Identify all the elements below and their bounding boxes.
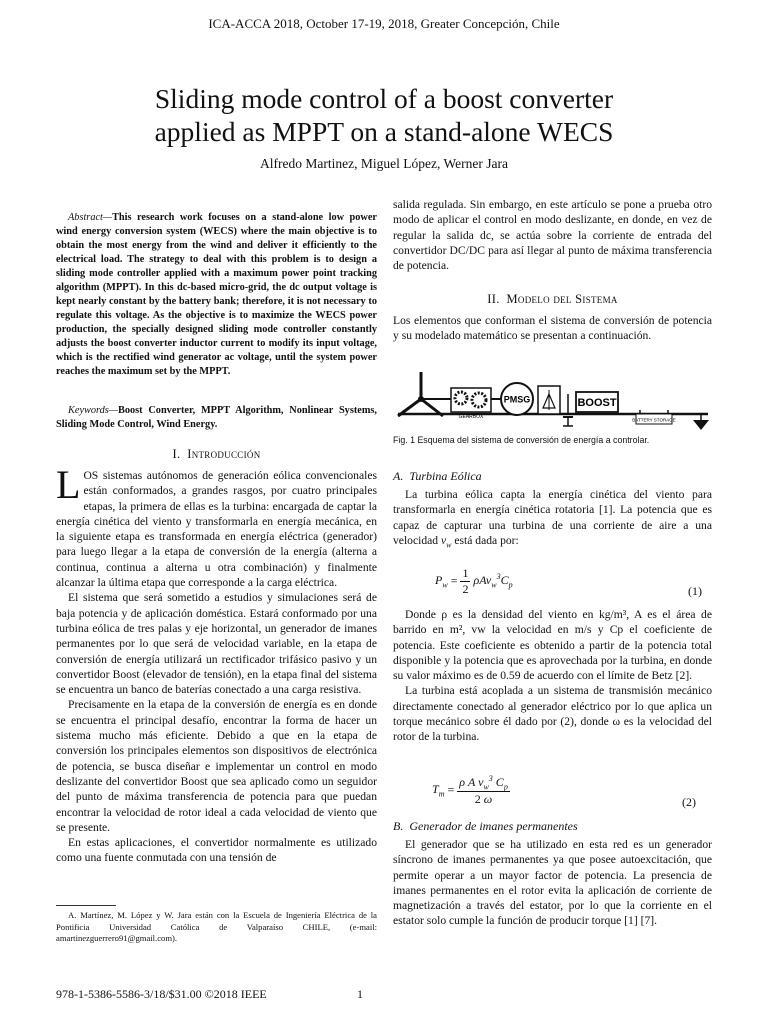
battery-storage-icon [632,410,675,424]
subsection-a-paragraph-1a: La turbina eólica capta la energía cinética del viento para transformarla en energía cinética rotatoria [1]. La potencia que es capaz de capturar una turbina de una corriente de aire a una velocidad [393,488,712,547]
subsection-a-heading [393,469,712,484]
figure-1-caption: Fig. 1 Esquema del sistema de conversión de energía a controlar. [393,435,650,445]
abstract-label: Abstract— [68,212,113,223]
abstract [56,211,377,379]
subsection-b-paragraph-1: El generador que se ha utilizado en esta red es un generador síncrono de imanes permanentes ya que posee autoexcitación, que permite operar a un mayor factor de potencia. La presencia de imanes permanentes en el rotor evita la aplicación de corriente de magnetización a través del estator, por lo que la corriente en el estator solo cumple la función de producir torque [1] [7]. [393,838,712,928]
figure-1-diagram [393,366,712,432]
subsection-a-body-2 [393,607,712,745]
subsection-b-body [393,837,712,929]
subsection-b-heading [393,819,712,834]
equation-2-number: (2) [682,795,696,809]
subsection-a-paragraph-2: Donde ρ es la densidad del viento en kg/m³, A es el área de barrido en m², vw la velocidad en m/s y Cp el coeficiente de potencia. Este coeficiente es obtenido a partir de la potencia total disponible y la potencia que es aprovechada por la turbina, en donde su valor máximo es de 0.59 de acuerdo con el límite de Betz [2]. [393,608,712,683]
battery-label: BATTERY STORAGE [632,417,676,423]
paper-authors: Alfredo Martinez, Miguel López, Werner Jara [260,156,508,171]
pmsg-icon [501,383,533,415]
subsection-a-title: Turbina Eólica [409,469,482,483]
title-line-2: applied as MPPT on a stand-alone WECS [154,116,614,147]
section-1-continued [393,197,712,273]
boost-converter-icon [576,392,618,412]
paper-title [0,82,768,148]
drop-cap: L [56,462,81,507]
gearbox-label: GEARBOX [458,414,484,420]
section-1-paragraph-3: Precisamente en la etapa de la conversión de energía es en donde se encuentra el principal desafío, encontrar la forma de hacer un sistema mucho más eficiente. Debido a que en la etapa de conversión los principales elementos son dispositivos de electrónica de potencia, se busca diseñar e implementar un control en modo deslizante del convertidor Boost que sea aplicado como un seguidor del punto de máxima transferencia de potencia para que puedan encontrar la velocidad de rotor ideal a cada velocidad de viento que se presente. [56,698,377,834]
footnote-text: A. Martínez, M. López y W. Jara están con la Escuela de Ingeniería Eléctrica de la Pontificia Universidad Católica de Valparaíso CHILE, (e-mail: amartinezguerrero91@gmail.com). [56,910,377,943]
equation-2: $T_m$ = $\frac{\rho A v_w^3 C_p}{2 \omega}$ [432,774,508,807]
section-1-paragraph-1: OS sistemas autónomos de generación eólica convencionales están conformados, a grandes rasgos, por cuatro principales etapas, la primera de ellas es la turbina: encargada de captar la energía cinética del viento y transformarla en energía mecánica, en la siguiente etapa es transformada en energía eléctrica (generador) para luego llegar a la etapa de conversión de la energía (alterna a continua, continua a alterna u otra combinación) y finalmente alcanzar la última etapa que corresponde a la carga eléctrica. [56,469,377,590]
capacitor-icon [563,394,573,426]
page-number: 1 [357,987,363,1001]
section-2-paragraph-1: Los elementos que conforman el sistema de conversión de potencia y su modelado matemático se presentan a continuación. [393,314,712,343]
subsection-a-label: A. [393,469,404,483]
abstract-text: This research work focuses on a stand-alone low power wind energy conversion system (WECS) where the main objective is to obtain the most energy from the wind and deliver it efficiently to the electrical load. The strategy to deal with this problem is to design a sliding mode controller applied with a maximum power point tracking algorithm (MPPT). In this dc-based micro-grid, the dc output voltage is kept nearly constant by the battery bank; therefore, it is not necessary to regulate this voltage. As the objective is to maximize the WECS power production, the specially designed sliding mode controller constantly adjusts the boost converter inductor current to modify its input voltage, which is the rectified wind generator ac voltage, until the system power reaches the maximum set by the MPPT. [56,212,377,377]
subsection-a-body: La turbina eólica capta la energía cinética del viento para transformarla en energía cinética rotatoria [1]. La potencia que es capaz de capturar una turbina de una corriente de aire a una velocidad $v_w$ está dada por: [393,488,712,550]
section-1-heading [56,447,377,462]
subsection-a-paragraph-3: La turbina está acoplada a un sistema de transmisión mecánico directamente conectado al generador eléctrico por lo que aplica un torque mecánico sobre él dado por (2), donde ω es la velocidad del rotor de la turbina. [393,684,712,744]
load-icon [693,414,709,430]
boost-label: BOOST [577,397,617,409]
subsection-a-paragraph-1b: está dada por: [451,533,519,547]
section-1-title: Introducción [187,447,261,461]
conference-header: ICA-ACCA 2018, October 17-19, 2018, Greater Concepción, Chile [208,16,560,31]
keywords-label: Keywords— [68,405,118,416]
author-footnote [56,910,377,945]
equation-1-number: (1) [688,584,702,598]
section-2-body [393,313,712,344]
section-1-paragraph-2: El sistema que será sometido a estudios y simulaciones será de baja potencia y de aplicación doméstica. Estará conformado por una turbina eólica de tres palas y eje horizontal, un generador de imanes permanentes por lo que será de velocidad variable, en la etapa de conversión de energía utilizará un rectificador trifásico pasivo y un convertidor Boost (elevador de tensión), en la etapa final del sistema se encuentra un banco de baterías conectado a una carga resistiva. [56,591,377,697]
section-2-heading [393,292,712,307]
keywords [56,404,377,432]
section-1-paragraph-5: salida regulada. Sin embargo, en este artículo se pone a prueba otro modo de aplicar el control en modo deslizante, en donde, en vez de regular la salida dc, se actúa sobre la corriente de entrada del convertidor DC/DC para así llegar al punto de máxima transferencia de potencia. [393,198,712,273]
section-1-body [56,462,377,866]
pmsg-label: PMSG [503,394,531,405]
footnote-rule [56,905,116,906]
equation-1: $P_w$ = $\frac{1}{2}$ $\rho Av_w^3C_p$ [435,566,513,596]
rectifier-icon [538,386,560,414]
section-1-paragraph-4: En estas aplicaciones, el convertidor normalmente es utilizado como una fuente conmutada con una tensión de [56,836,377,865]
title-line-1: Sliding mode control of a boost converter [154,83,614,114]
subsection-b-label: B. [393,819,404,833]
wind-turbine-icon [398,372,451,416]
section-1-number: I. [172,447,181,461]
keywords-text: Boost Converter, MPPT Algorithm, Nonlinear Systems, Sliding Mode Control, Wind Energy. [56,405,377,430]
isbn-copyright: 978-1-5386-5586-3/18/$31.00 ©2018 IEEE [56,987,267,1001]
section-2-title: Modelo del Sistema [506,292,618,306]
subsection-b-title: Generador de imanes permanentes [409,819,578,833]
section-2-number: II. [487,292,500,306]
